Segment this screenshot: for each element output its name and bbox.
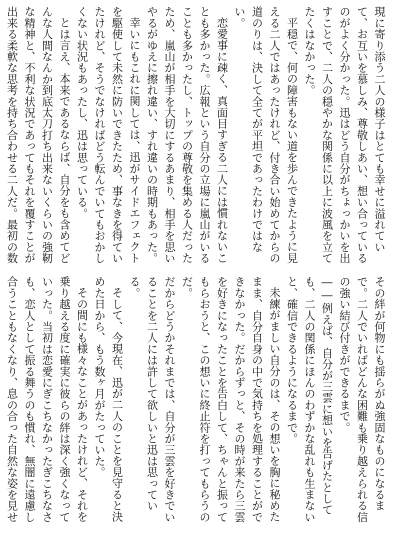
upper-text-block xyxy=(5,6,388,268)
paragraph: その間にも様々なことがあったけれど、それを乗り越える度に確実に彼らの絆は深く強くなっていった。当初は恋愛にぎこちなかったぎこちなさも、恋人として振る舞うのも慣れ、無闇に遠慮し合うこともなくなり、息の合った自然な姿を見せ xyxy=(5,276,89,523)
paragraph: 未練がましい自分のは、その想いを胸に秘めたまま、自分自身の中で気持ちを処理することができなかった。だからずっと、その時が来たら三雲を好きになったことを告白して、ちゃんと振ってもらおうと、この想いに終止符を打ってもらうのだ。 xyxy=(180,276,281,523)
paragraph: 平穏で、何の障害もない道を歩んできたように見える二人ではあったけれど、付き合い始めてからの道のりは、決して全てが平坦であったわけではない。 xyxy=(233,6,299,264)
paragraph: 幸いにもこれに関しては、迅がサイドエフェクトを駆使して未然に防いできたため、事なきを得ていたけれど、そうでなければどう転んでいてもおかしくない状況もあったし、迅は思っている。 xyxy=(75,6,141,264)
paragraph: 現に寄り添う二人の様子はとても幸せに溢れていて、お互いを慕しみ、尊敬しあい、想い合っているのがよく分かった。迅はどう自分がちょっかいを出すことで、二人の穏やかな関係に以上に波風を立てたくはなかった。 xyxy=(303,6,386,264)
paragraph: その絆が何物にも揺らがぬ強固なものになるまで。二人でいればどんな困難も乗り越えられる信の強い結び付きができるまで。 xyxy=(338,276,386,523)
paragraph: だからどうかそれまでは、自分が三雲を好きでいることを二人には許して欲しいと迅は思っている。 xyxy=(128,276,176,523)
paragraph: 恋愛事に疎く、真面目すぎる二人には慣れないことも多かった。広報という自分の立場に嵐山がいることも多かったし、トップの尊敬を集める人だったため、嵐山が相手を大切にするあまり、相手を思いやるがゆえに擦れ違い、すれ違いの時期もあった。 xyxy=(145,6,229,264)
paragraph: とは言え、本来であるならば、自分をも含めてどんな人間なんか到底太刀打ち出来ないくらいの強靭な精神と、不利な状況であってもそれを覆すことが出来る柔軟な思考を持ち合わせる二人だ。最初の数 xyxy=(5,6,71,264)
paragraph: そして、今現在、迅が二人のことを見守ると決めた日から、もう数ヶ月がたっていた。 xyxy=(93,276,124,523)
lower-text-block xyxy=(5,276,388,530)
paragraph: ――例えば、自分が三雲に想いを告げたとしても、二人の関係にほんのわずかな乱れも生まないと、確信できるようになるまで。 xyxy=(285,276,334,523)
